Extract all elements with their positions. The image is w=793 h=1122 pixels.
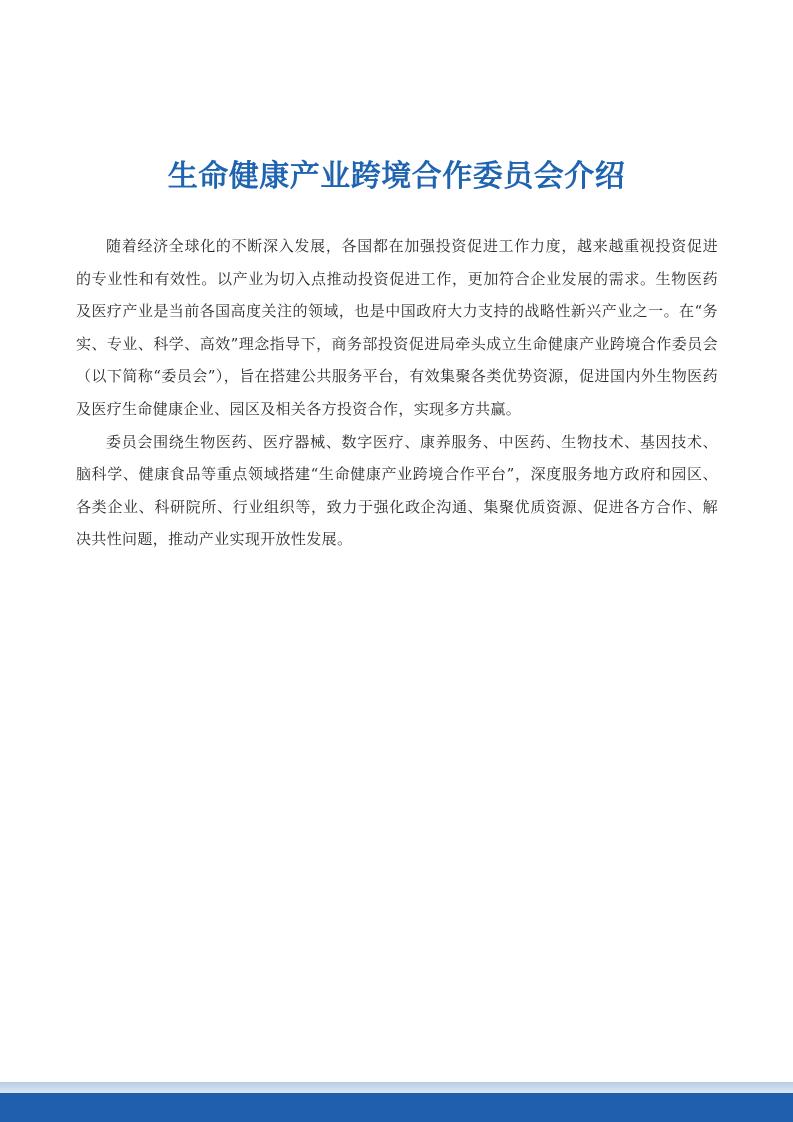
footer-light-stripe: [0, 1082, 793, 1093]
paragraph-intro: 随着经济全球化的不断深入发展，各国都在加强投资促进工作力度，越来越重视投资促进的专业性和有效性。以产业为切入点推动投资促进工作，更加符合企业发展的需求。生物医药及医疗产业是当前各国高度关注的领域，也是中国政府大力支持的战略性新兴产业之一。在“务实、专业、科学、高效”理念指导下，商务部投资促进局牵头成立生命健康产业跨境合作委员会（以下简称“委员会”），旨在搭建公共服务平台，有效集聚各类优势资源，促进国内外生物医药及医疗生命健康企业、园区及相关各方投资合作，实现多方共赢。: [76, 237, 718, 418]
paragraph-focus-areas: 委员会围绕生物医药、医疗器械、数字医疗、康养服务、中医药、生物技术、基因技术、脑科学、健康食品等重点领域搭建“生命健康产业跨境合作平台”，深度服务地方政府和园区、各类企业、科研院所、行业组织等，致力于强化政企沟通、集聚优质资源、促进各方合作、解决共性问题，推动产业实现开放性发展。: [76, 432, 718, 549]
footer-band: [0, 1082, 793, 1122]
footer-dark-stripe: [0, 1093, 793, 1122]
page-title: 生命健康产业跨境合作委员会介绍: [167, 159, 626, 194]
body-text: [76, 230, 718, 556]
